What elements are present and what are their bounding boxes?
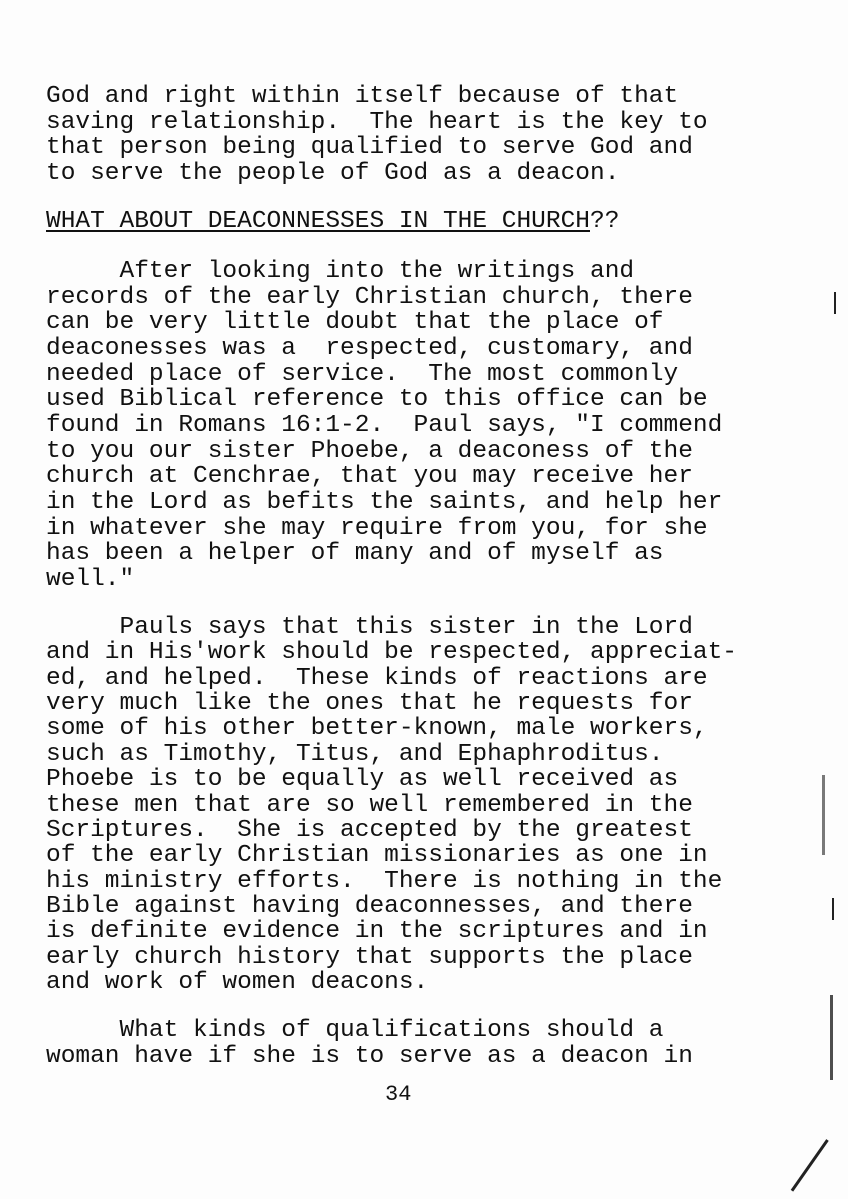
- paragraph-2: [46, 259, 722, 593]
- heading-text: WHAT ABOUT DEACONNESSES IN THE CHURCH: [46, 208, 590, 235]
- text-line: ed, and helped. These kinds of reactions are: [46, 664, 708, 692]
- page-number: 34: [385, 1082, 412, 1107]
- text-line: very much like the ones that he requests for: [46, 690, 693, 718]
- text-line: woman have if she is to serve as a deacon in: [46, 1042, 693, 1070]
- text-line: to you our sister Phoebe, a deaconess of the: [46, 437, 693, 465]
- text-line: is definite evidence in the scriptures and in: [46, 918, 708, 946]
- paragraph-1: [46, 84, 708, 186]
- text-line: saving relationship. The heart is the key to: [46, 108, 708, 136]
- text-line: these men that are so well remembered in the: [46, 791, 693, 819]
- scan-artifact: [830, 995, 833, 1080]
- text-line: Pauls says that this sister in the Lord: [46, 614, 693, 641]
- text-line: to serve the people of God as a deacon.: [46, 159, 620, 187]
- scan-artifact: [791, 1139, 829, 1192]
- scan-artifact: [832, 898, 834, 920]
- text-line: After looking into the writings and: [46, 258, 635, 285]
- scan-artifact: [822, 775, 825, 855]
- text-line: Bible against having deaconnesses, and there: [46, 892, 693, 920]
- text-line: deaconesses was a respected, customary, and: [46, 334, 693, 362]
- text-line: God and right within itself because of that: [46, 83, 679, 110]
- text-line: records of the early Christian church, there: [46, 283, 693, 311]
- section-heading: [46, 209, 619, 235]
- text-line: can be very little doubt that the place of: [46, 309, 664, 337]
- text-line: well.": [46, 565, 135, 593]
- text-line: found in Romans 16:1-2. Paul says, "I commend: [46, 411, 723, 439]
- text-line: Phoebe is to be equally as well received as: [46, 766, 679, 794]
- paragraph-4: [46, 1018, 693, 1069]
- text-line: church at Cenchrae, that you may receive her: [46, 463, 693, 491]
- text-line: that person being qualified to serve God and: [46, 134, 693, 161]
- text-line: used Biblical reference to this office can be: [46, 386, 708, 414]
- text-line: Scriptures. She is accepted by the greatest: [46, 816, 693, 844]
- text-line: in the Lord as befits the saints, and help her: [46, 488, 723, 516]
- text-line: What kinds of qualifications should a: [46, 1017, 664, 1044]
- text-line: of the early Christian missionaries as one in: [46, 842, 708, 870]
- text-line: and in His'work should be respected, appreciat-: [46, 639, 738, 667]
- text-line: needed place of service. The most commonly: [46, 360, 679, 388]
- heading-suffix: ??: [590, 208, 620, 235]
- text-line: early church history that supports the place: [46, 943, 693, 971]
- text-line: some of his other better-known, male workers,: [46, 715, 708, 743]
- text-line: in whatever she may require from you, for she: [46, 514, 708, 542]
- text-line: has been a helper of many and of myself as: [46, 540, 664, 568]
- paragraph-3: [46, 615, 737, 995]
- scan-artifact: [834, 292, 836, 314]
- text-line: his ministry efforts. There is nothing in the: [46, 867, 723, 895]
- text-line: such as Timothy, Titus, and Ephaphroditus.: [46, 740, 664, 768]
- text-line: and work of women deacons.: [46, 969, 429, 997]
